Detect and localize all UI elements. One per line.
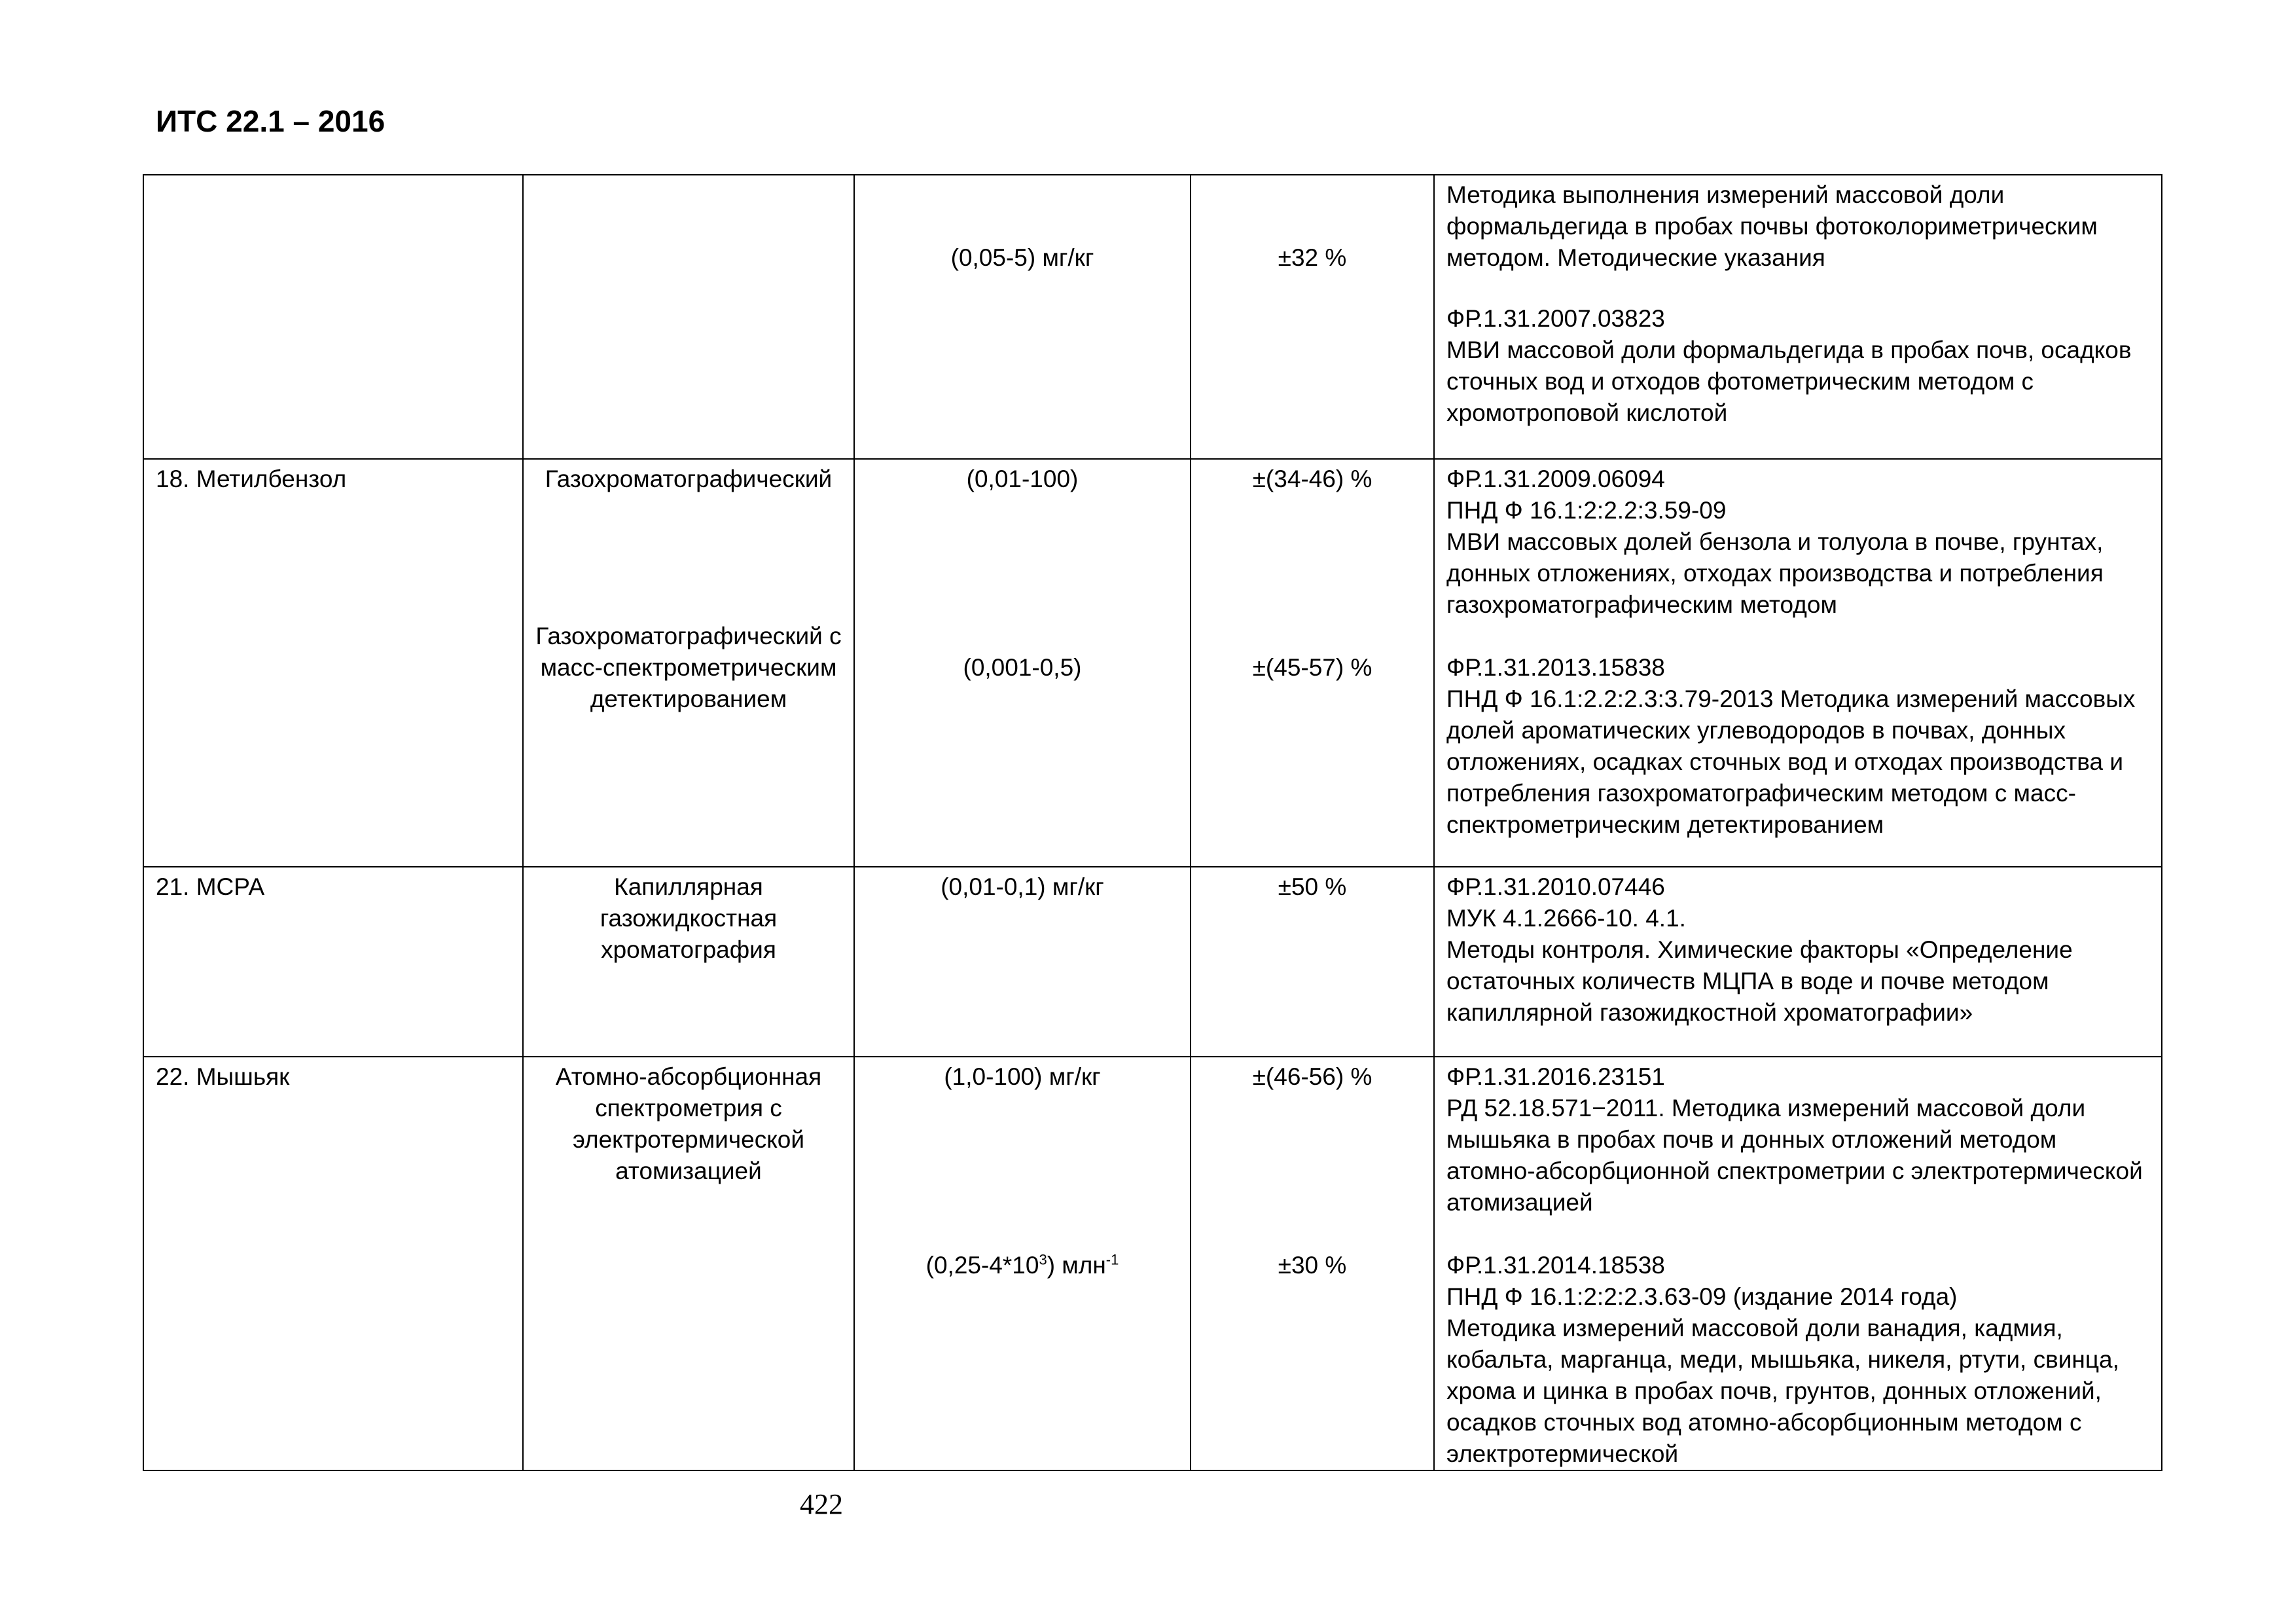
range-cell: (0,01-0,1) мг/кг bbox=[854, 867, 1191, 1057]
document-header: ИТС 22.1 – 2016 bbox=[156, 104, 386, 138]
substance-cell bbox=[143, 175, 523, 459]
substance-cell: 18. Метилбензол bbox=[143, 459, 523, 867]
range-value: $(0,25-4*10^3)$ млн$^{-1}$ bbox=[925, 1251, 1119, 1279]
document-text: ФР.1.31.2009.06094 ПНД Ф 16.1:2:2.2:3.59-09 МВИ массовых долей бензола и толуола в почве, грунтах, донных отложениях, отходах производства и потребления газохроматографическим методом bbox=[1446, 465, 2104, 618]
range-value: (0,001-0,5) bbox=[963, 654, 1082, 681]
error-cell: ±50 % bbox=[1191, 867, 1434, 1057]
substance-cell: 22. Мышьяк bbox=[143, 1057, 523, 1470]
table-row bbox=[143, 459, 2162, 867]
error-value: ±(45-57) % bbox=[1252, 654, 1372, 681]
range-cell bbox=[854, 175, 1191, 459]
range-cell bbox=[854, 459, 1191, 867]
document-cell bbox=[1434, 175, 2162, 459]
document-cell bbox=[1434, 867, 2162, 1057]
error-value: ±30 % bbox=[1278, 1252, 1347, 1279]
range-cell bbox=[854, 1057, 1191, 1470]
document-cell bbox=[1434, 459, 2162, 867]
document-text: Методика выполнения измерений массовой доли формальдегида в пробах почвы фотоколориметрическим методом. Методические указания bbox=[1446, 181, 2098, 271]
table-row bbox=[143, 1057, 2162, 1470]
range-value: (0,01-100) bbox=[966, 465, 1079, 492]
table-row bbox=[143, 175, 2162, 459]
error-cell bbox=[1191, 175, 1434, 459]
document-text: ФР.1.31.2016.23151 РД 52.18.571−2011. Методика измерений массовой доли мышьяка в пробах почв и донных отложений методом атомно-абсорбционной спектрометрии с электротермической атомизацией bbox=[1446, 1063, 2143, 1216]
page-number: 422 bbox=[800, 1488, 843, 1520]
error-value: ±(46-56) % bbox=[1252, 1063, 1372, 1090]
method-cell: Атомно-абсорбционная спектрометрия с электротермической атомизацией bbox=[523, 1057, 854, 1470]
document-text: ФР.1.31.2013.15838 ПНД Ф 16.1:2.2:2.3:3.79-2013 Методика измерений массовых долей ароматических углеводородов в почвах, донных отложениях, осадках сточных вод и отходах производства и потребления газохроматографическим методом с масс-спектрометрическим детектированием bbox=[1446, 654, 2136, 838]
error-value: ±32 % bbox=[1278, 244, 1347, 271]
method-text: Газохроматографический bbox=[545, 465, 833, 492]
method-cell: Капиллярная газожидкостная хроматография bbox=[523, 867, 854, 1057]
method-cell bbox=[523, 175, 854, 459]
document-text: ФР.1.31.2007.03823 МВИ массовой доли формальдегида в пробах почв, осадков сточных вод и отходов фотометрическим методом с хромотроповой кислотой bbox=[1446, 305, 2132, 426]
error-cell bbox=[1191, 459, 1434, 867]
substance-cell: 21. МСРА bbox=[143, 867, 523, 1057]
table-row bbox=[143, 867, 2162, 1057]
method-text: Газохроматографический с масс-спектрометрическим детектированием bbox=[535, 623, 842, 712]
document-cell bbox=[1434, 1057, 2162, 1470]
error-value: ±(34-46) % bbox=[1252, 465, 1372, 492]
document-text: ФР.1.31.2010.07446 МУК 4.1.2666-10. 4.1. Методы контроля. Химические факторы «Определение остаточных количеств МЦПА в воде и почве методом капиллярной газожидкостной хроматографии» bbox=[1446, 873, 2073, 1026]
document-text: ФР.1.31.2014.18538 ПНД Ф 16.1:2:2:2.3.63-09 (издание 2014 года) Методика измерений массовой доли ванадия, кадмия, кобальта, марганца, меди, мышьяка, никеля, ртути, свинца, хрома и цинка в пробах почв, грунтов, донных отложений, осадков сточных вод атомно-абсорбционным методом с электротермической bbox=[1446, 1252, 2119, 1467]
range-value: (0,05-5) мг/кг bbox=[950, 244, 1094, 271]
method-cell bbox=[523, 459, 854, 867]
error-cell bbox=[1191, 1057, 1434, 1470]
methods-table bbox=[143, 174, 2162, 1471]
range-value: (1,0-100) мг/кг bbox=[944, 1063, 1101, 1090]
